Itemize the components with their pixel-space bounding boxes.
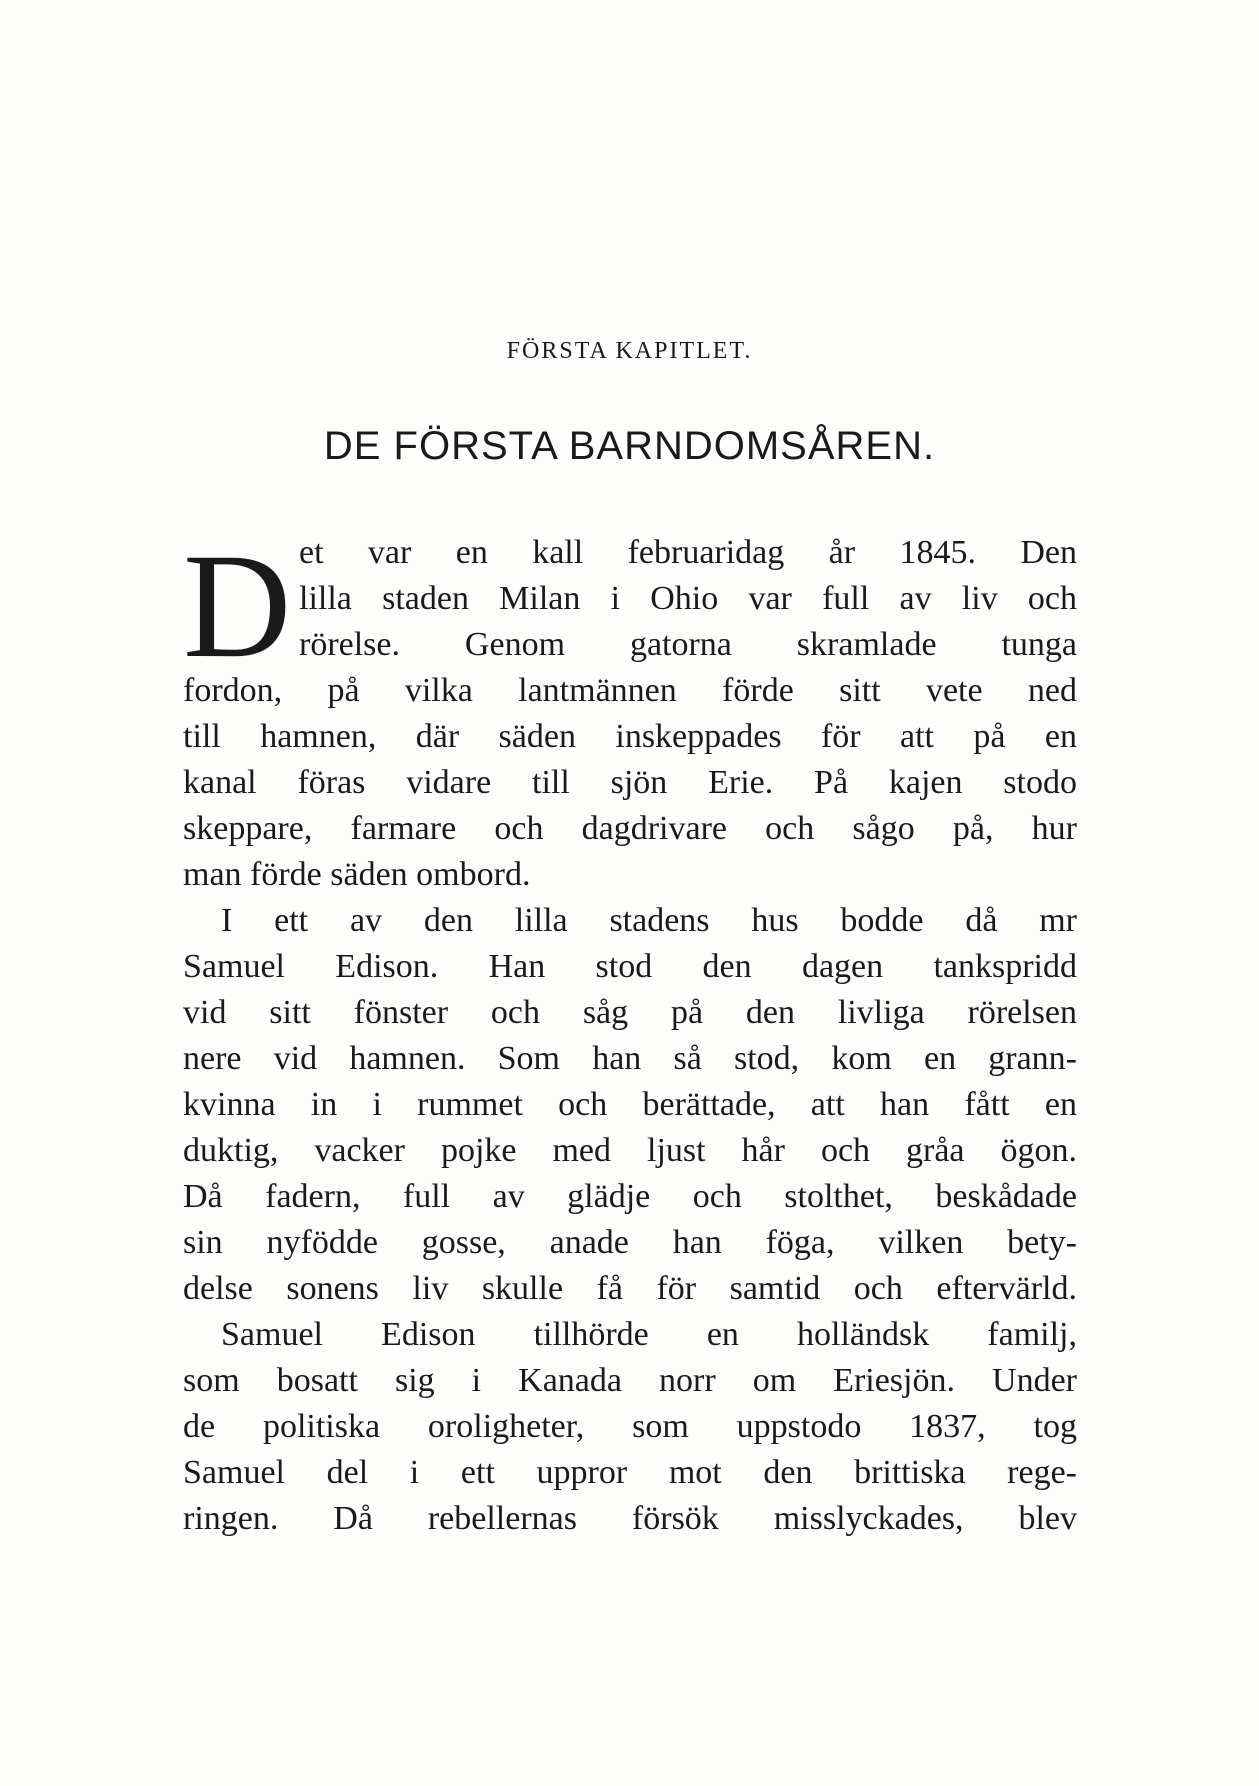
text-line: et var en kall februaridag år 1845. Den [299,534,1077,571]
text-line: Samuel Edison. Han stod den dagen tankspridd [183,948,1077,985]
text-line: Då fadern, full av glädje och stolthet, beskådade [183,1178,1077,1215]
paragraph-3 [183,1312,1077,1542]
text-line: till hamnen, där säden inskeppades för att på en [183,718,1077,755]
text-line: ringen. Då rebellernas försök misslyckades, blev [183,1500,1077,1537]
text-line: sin nyfödde gosse, anade han föga, vilken bety- [183,1224,1077,1261]
text-line: skeppare, farmare och dagdrivare och sågo på, hur [183,810,1077,847]
text-line: fordon, på vilka lantmännen förde sitt vete ned [183,672,1077,709]
text-line: Samuel del i ett uppror mot den brittiska rege- [183,1454,1077,1491]
text-line: man förde säden ombord. [183,856,531,893]
text-line: vid sitt fönster och såg på den livliga rörelsen [183,994,1077,1031]
chapter-title: DE FÖRSTA BARNDOMSÅREN. [323,424,936,468]
text-line: nere vid hamnen. Som han så stod, kom en grann- [183,1040,1077,1077]
chapter-label: FÖRSTA KAPITLET. [506,338,753,364]
text-line: rörelse. Genom gatorna skramlade tunga [299,626,1077,663]
text-line: delse sonens liv skulle få för samtid och eftervärld. [183,1270,1077,1307]
text-line: duktig, vacker pojke med ljust hår och gråa ögon. [183,1132,1077,1169]
paragraph-1 [183,523,1077,898]
drop-cap: D [183,523,292,689]
body-text [183,523,1077,1542]
text-line: som bosatt sig i Kanada norr om Eriesjön. Under [183,1362,1077,1399]
text-line: kanal föras vidare till sjön Erie. På kajen stodo [183,764,1077,801]
text-line: de politiska oroligheter, som uppstodo 1837, tog [183,1408,1077,1445]
text-line: lilla staden Milan i Ohio var full av liv och [299,580,1077,617]
text-line: Samuel Edison tillhörde en holländsk familj, [221,1316,1077,1353]
paragraph-2 [183,898,1077,1312]
text-line: I ett av den lilla stadens hus bodde då mr [221,902,1077,939]
text-line: kvinna in i rummet och berättade, att han fått en [183,1086,1077,1123]
